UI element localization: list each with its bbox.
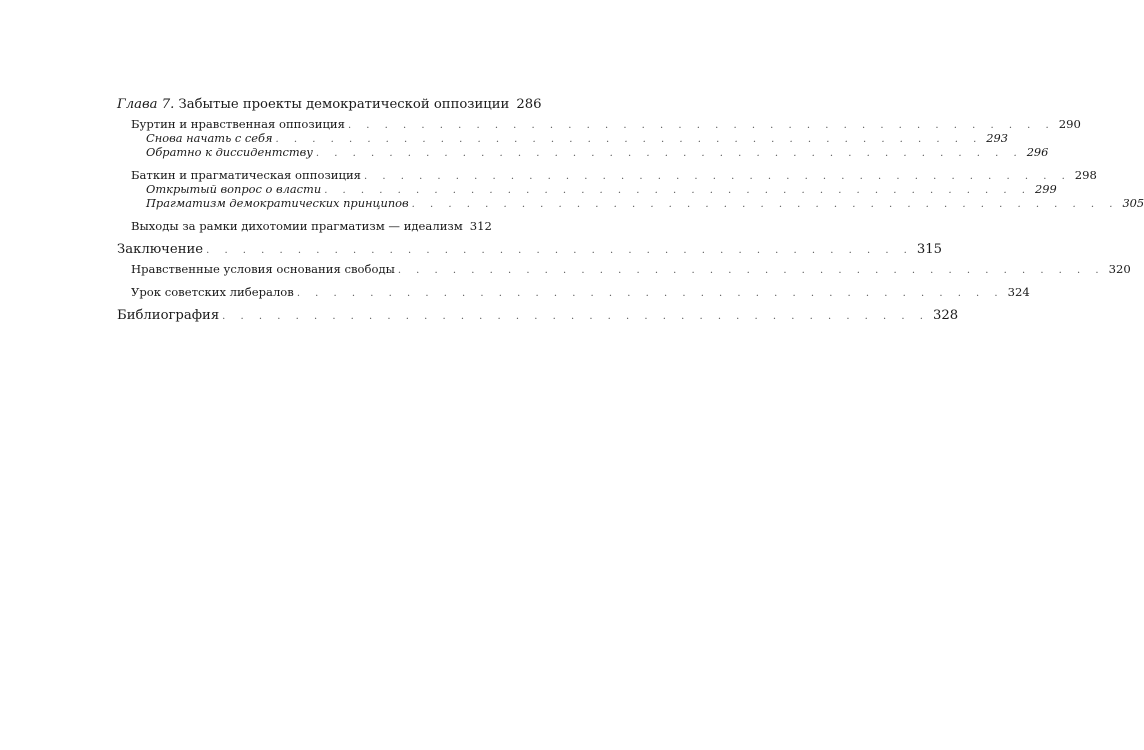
- toc-entry: [117, 219, 492, 233]
- toc-entry-title: Обратно к диссидентству: [146, 145, 316, 159]
- toc-page-number: 299: [1031, 182, 1057, 196]
- toc-entry: [117, 285, 1030, 299]
- toc-page-number: 286: [512, 97, 541, 112]
- dot-leader: . . . . . . . . . . . . . . . . . . . . . . . . . . . . . . . . . . . . . . .: [275, 134, 983, 145]
- toc-entry-title: Выходы за рамки дихотомии прагматизм — идеализм: [131, 219, 466, 233]
- chapter-title: Забытые проекты демократической оппозиции: [178, 97, 510, 112]
- toc-page-number: 320: [1105, 262, 1131, 276]
- toc-page-number: 328: [929, 308, 958, 323]
- toc-entry: [117, 131, 1009, 145]
- dot-leader: . . . . . . . . . . . . . . . . . . . . . . . . . . . . . . . . . . . . . . .: [222, 311, 929, 322]
- toc-entry-title: Нравственные условия основания свободы: [131, 262, 398, 276]
- toc-entry-title: Баткин и прагматическая оппозиция: [131, 168, 364, 182]
- toc-entry-title: [117, 97, 512, 112]
- toc-entry-title: Открытый вопрос о власти: [146, 182, 324, 196]
- toc-page-number: 290: [1055, 117, 1081, 131]
- table-of-contents: [117, 97, 1144, 323]
- toc-entry: [117, 168, 1097, 182]
- dot-leader: . . . . . . . . . . . . . . . . . . . . . . . . . . . . . . . . . . . . . . .: [364, 171, 1071, 182]
- toc-entry: [117, 145, 1049, 159]
- toc-entry: [117, 196, 1144, 210]
- toc-entry-title: Прагматизм демократических принципов: [146, 196, 412, 210]
- toc-page-number: 305: [1118, 196, 1144, 210]
- toc-entry: [117, 182, 1057, 196]
- toc-entry-title: Урок советских либералов: [131, 285, 297, 299]
- dot-leader: . . . . . . . . . . . . . . . . . . . . . . . . . . . . . . . . . . . . . . .: [324, 185, 1031, 196]
- dot-leader: . . . . . . . . . . . . . . . . . . . . . . . . . . . . . . . . . . . . . . .: [315, 148, 1023, 159]
- toc-page-number: 324: [1004, 285, 1030, 299]
- toc-entry-title: Буртин и нравственная оппозиция: [131, 117, 348, 131]
- toc-entry-title: Библиография: [117, 308, 222, 323]
- toc-entry-title: Заключение: [117, 242, 206, 257]
- dot-leader: . . . . . . . . . . . . . . . . . . . . . . . . . . . . . . . . . . . . . . .: [206, 245, 913, 256]
- toc-page-number: 293: [982, 131, 1008, 145]
- toc-entry-bibliography: [117, 308, 959, 323]
- dot-leader: . . . . . . . . . . . . . . . . . . . . . . . . . . . . . . . . . . . . . . .: [296, 288, 1004, 299]
- dot-leader: . . . . . . . . . . . . . . . . . . . . . . . . . . . . . . . . . . . . . . .: [347, 120, 1055, 131]
- dot-leader: . . . . . . . . . . . . . . . . . . . . . . . . . . . . . . . . . . . . . . .: [397, 265, 1105, 276]
- toc-page-number: 296: [1023, 145, 1049, 159]
- toc-entry: [117, 262, 1131, 276]
- toc-page-number: 312: [466, 219, 492, 233]
- chapter-label: Глава 7.: [117, 97, 175, 112]
- toc-entry-title: Снова начать с себя: [146, 131, 276, 145]
- toc-page-number: 298: [1071, 168, 1097, 182]
- dot-leader: . . . . . . . . . . . . . . . . . . . . . . . . . . . . . . . . . . . . . . .: [411, 199, 1119, 210]
- toc-entry-chapter-7: [117, 97, 542, 112]
- toc-entry-conclusion: [117, 242, 943, 257]
- toc-entry: [117, 117, 1081, 131]
- toc-page-number: 315: [913, 242, 942, 257]
